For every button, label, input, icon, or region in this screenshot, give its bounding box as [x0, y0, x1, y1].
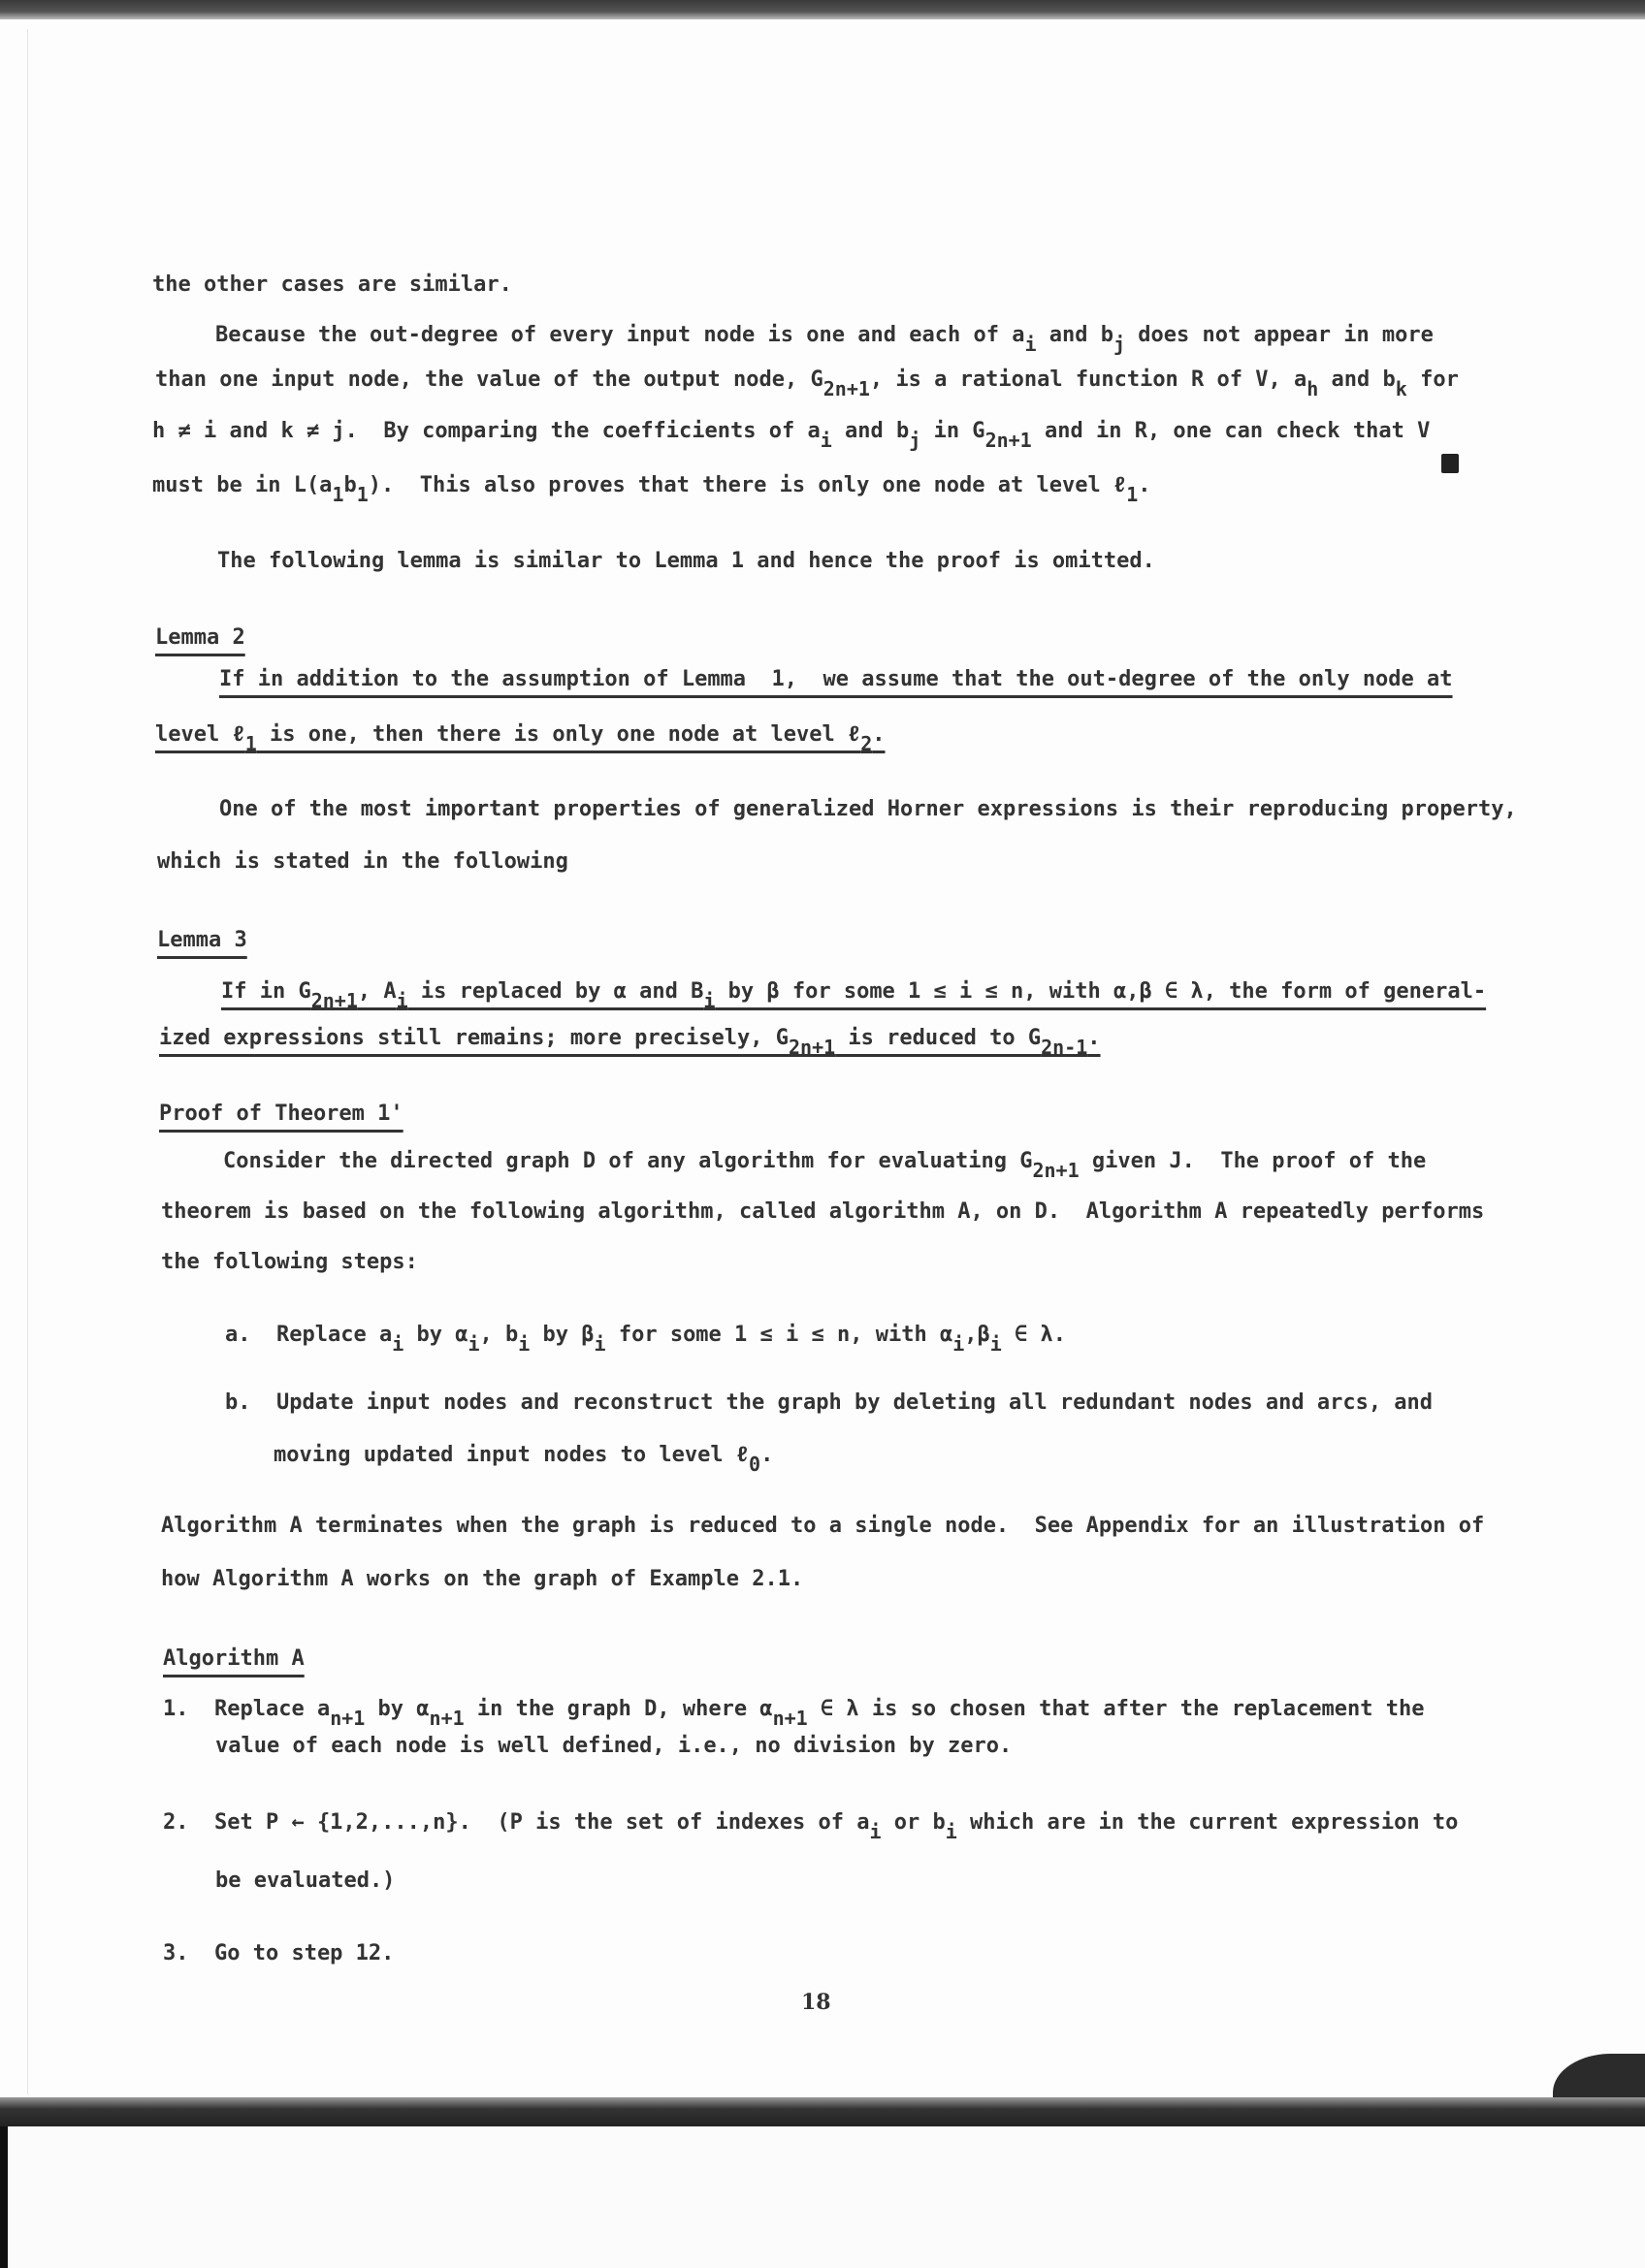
subscript: 2n+1	[984, 429, 1032, 452]
text-run: ). This also proves that there is only one node at level ℓ	[368, 473, 1127, 497]
text-run: for	[1406, 367, 1459, 392]
text-run: does not appear in more	[1125, 323, 1434, 347]
text-run: in G	[920, 419, 985, 443]
text-run: the other cases are similar.	[152, 272, 512, 297]
text-run: Lemma 3	[157, 928, 247, 952]
text-run: by β	[530, 1323, 595, 1347]
scan-top-edge	[0, 0, 1645, 19]
text-run: which are in the current expression to	[956, 1810, 1459, 1835]
text-run: One of the most important properties of generalized Horner expressions is their reproducing property,	[219, 797, 1517, 821]
text-line	[163, 1940, 394, 1967]
subscript: n+1	[772, 1707, 808, 1730]
text-run: moving updated input nodes to level ℓ	[274, 1443, 750, 1467]
subscript: i	[392, 1332, 404, 1356]
text-run: b. Update input nodes and reconstruct the graph by deleting all redundant nodes and arcs, and	[225, 1390, 1434, 1415]
text-run: or b	[881, 1810, 946, 1835]
text-run: how Algorithm A works on the graph of Example 2.1.	[161, 1567, 804, 1591]
subscript: j	[909, 429, 921, 452]
subscript: i	[396, 989, 408, 1012]
subscript: h	[1306, 377, 1319, 400]
subscript: j	[1113, 333, 1126, 356]
subscript: 2n+1	[789, 1036, 836, 1059]
subscript: i	[952, 1332, 965, 1356]
text-line	[215, 1868, 395, 1895]
text-run: Proof of Theorem 1'	[159, 1102, 403, 1126]
subscript: i	[468, 1332, 480, 1356]
text-line	[159, 1025, 1101, 1059]
text-run: .	[872, 722, 886, 747]
text-line	[161, 1513, 1484, 1540]
subscript: i	[594, 1332, 606, 1356]
text-run: in the graph D, where α	[464, 1697, 773, 1721]
text-line	[219, 796, 1517, 823]
scan-bottom-edge	[0, 2097, 1645, 2126]
text-line	[163, 1809, 1459, 1843]
scan-page-curl	[1553, 2054, 1645, 2102]
text-run: , b	[479, 1323, 519, 1347]
text-run: the following steps:	[161, 1250, 418, 1274]
text-run: h ≠ i and k ≠ j. By comparing the coefficients of a	[152, 419, 821, 443]
text-run: b	[343, 473, 357, 497]
text-run: is one, then there is only one node at level ℓ	[256, 722, 861, 747]
text-line	[161, 1566, 803, 1593]
subscript: 2	[860, 732, 873, 755]
text-line	[155, 624, 245, 652]
text-line	[223, 1148, 1427, 1182]
text-run: given J. The proof of the	[1079, 1149, 1427, 1173]
subscript: 1	[244, 732, 257, 755]
text-run: and b	[831, 419, 910, 443]
text-line	[155, 367, 1459, 400]
subscript: i	[518, 1332, 531, 1356]
subscript: 2n+1	[310, 989, 358, 1012]
text-line	[221, 978, 1487, 1012]
text-run: Consider the directed graph D of any algorithm for evaluating G	[223, 1149, 1033, 1173]
text-run: is replaced by α and B	[407, 979, 704, 1004]
subscript: 1	[332, 483, 344, 506]
text-run: If in G	[221, 979, 311, 1004]
text-run: by β for some 1 ≤ i ≤ n, with α,β ∈ λ, the form of general-	[715, 979, 1487, 1004]
text-run: by α	[403, 1323, 468, 1347]
text-run: Lemma 2	[155, 625, 245, 650]
scan-left-edge	[27, 29, 28, 2094]
text-line	[219, 666, 1453, 693]
text-line	[274, 1442, 774, 1476]
text-run: 1. Replace a	[163, 1697, 331, 1721]
text-line	[163, 1645, 305, 1673]
text-run: .	[1087, 1026, 1101, 1050]
text-run: .	[1138, 473, 1151, 497]
text-run: value of each node is well defined, i.e., no division by zero.	[215, 1734, 1013, 1758]
text-line	[163, 1696, 1425, 1730]
text-line	[225, 1322, 1067, 1356]
subscript: i	[989, 1332, 1002, 1356]
text-run: The following lemma is similar to Lemma 1 and hence the proof is omitted.	[217, 549, 1155, 573]
text-line	[161, 1249, 418, 1276]
text-line	[155, 721, 886, 755]
text-line	[157, 848, 568, 876]
text-run: Algorithm A terminates when the graph is reduced to a single node. See Appendix for an illustration of	[161, 1514, 1485, 1538]
subscript: 0	[749, 1453, 761, 1476]
text-run: and b	[1318, 367, 1396, 392]
text-run: Because the out-degree of every input node is one and each of a	[215, 323, 1025, 347]
text-run: level ℓ	[155, 722, 245, 747]
text-run: Algorithm A	[163, 1646, 305, 1671]
text-run: theorem is based on the following algorithm, called algorithm A, on D. Algorithm A repeatedly performs	[161, 1199, 1485, 1224]
subscript: 2n-1	[1041, 1036, 1088, 1059]
text-run: and b	[1036, 323, 1113, 347]
text-run: be evaluated.)	[215, 1869, 396, 1893]
text-line	[215, 1733, 1012, 1760]
text-run: by α	[365, 1697, 430, 1721]
text-run: 2. Set P ← {1,2,...,n}. (P is the set of indexes of a	[163, 1810, 870, 1835]
text-run: ized expressions still remains; more precisely, G	[159, 1026, 790, 1050]
text-line	[152, 272, 512, 299]
subscript: i	[945, 1820, 957, 1843]
subscript: k	[1395, 377, 1407, 400]
text-run: .	[760, 1443, 774, 1467]
subscript: i	[869, 1820, 882, 1843]
text-line	[152, 418, 1431, 452]
subscript: 1	[1126, 483, 1139, 506]
text-run: 3. Go to step 12.	[163, 1941, 395, 1965]
text-line	[159, 1101, 403, 1128]
text-line	[152, 472, 1151, 506]
text-line	[215, 322, 1434, 356]
text-run: , is a rational function R of V, a	[869, 367, 1307, 392]
subscript: i	[820, 429, 832, 452]
text-run: ∈ λ.	[1001, 1323, 1067, 1347]
text-run: for some 1 ≤ i ≤ n, with α	[605, 1323, 953, 1347]
subscript: i	[1024, 333, 1037, 356]
text-run: and in R, one can check that V	[1031, 419, 1431, 443]
text-run: than one input node, the value of the output node, G	[155, 367, 823, 392]
text-line	[157, 927, 247, 954]
subscript: n+1	[429, 1707, 465, 1730]
text-run: ∈ λ is so chosen that after the replacement the	[807, 1697, 1425, 1721]
subscript: n+1	[330, 1707, 366, 1730]
text-run: which is stated in the following	[157, 849, 568, 874]
subscript: i	[703, 989, 716, 1012]
text-line	[217, 548, 1155, 575]
subscript: 2n+1	[1032, 1159, 1080, 1182]
text-line	[161, 1198, 1484, 1226]
page-number: 18	[801, 1990, 831, 2015]
text-run: , A	[357, 979, 397, 1004]
scan-background-bar	[0, 2126, 8, 2268]
text-run: is reduced to G	[835, 1026, 1042, 1050]
text-line	[225, 1390, 1433, 1417]
text-run: If in addition to the assumption of Lemma 1, we assume that the out-degree of the only node at	[219, 667, 1453, 691]
subscript: 2n+1	[822, 377, 870, 400]
end-of-proof-mark	[1441, 454, 1459, 473]
text-run: must be in L(a	[152, 473, 333, 497]
text-run: a. Replace a	[225, 1323, 393, 1347]
text-run: ,β	[964, 1323, 990, 1347]
subscript: 1	[356, 483, 369, 506]
